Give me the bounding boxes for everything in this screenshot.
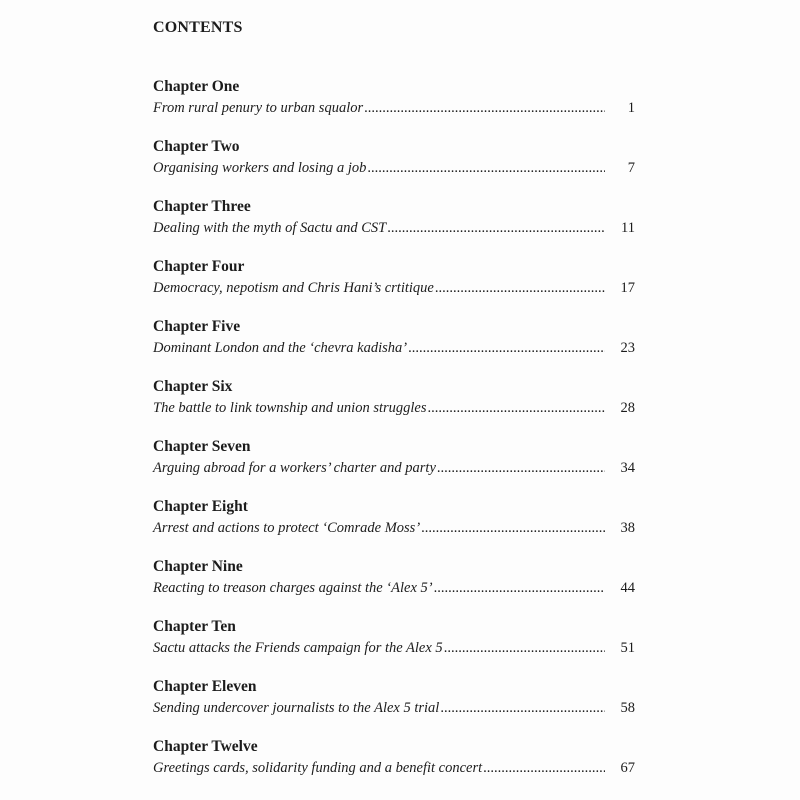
toc-entry[interactable]: [153, 677, 638, 737]
dot-leader: [483, 758, 605, 778]
toc-line: [153, 698, 635, 718]
dot-leader: [444, 638, 605, 658]
toc-line: [153, 518, 635, 538]
chapter-label: Chapter Two: [153, 138, 240, 155]
dot-leader: [364, 98, 605, 118]
page-number: 11: [621, 220, 635, 236]
toc-line: [153, 578, 635, 598]
page-number: 23: [620, 340, 635, 356]
dot-leader: [437, 458, 605, 478]
dot-leader: [428, 398, 606, 418]
chapter-title: Sactu attacks the Friends campaign for the Alex 5: [153, 640, 443, 656]
chapter-label: Chapter Seven: [153, 438, 251, 455]
toc-line: [153, 218, 635, 238]
chapter-label: Chapter Ten: [153, 618, 236, 635]
chapter-title: Sending undercover journalists to the Alex 5 trial: [153, 700, 440, 716]
dot-leader: [387, 218, 605, 238]
chapter-title: Dealing with the myth of Sactu and CST: [153, 220, 387, 236]
chapter-label: Chapter Four: [153, 258, 245, 275]
chapter-label: Chapter Twelve: [153, 738, 258, 755]
toc-line: [153, 758, 635, 778]
toc-line: [153, 98, 635, 118]
chapter-label: Chapter Eight: [153, 498, 248, 515]
chapter-title: Reacting to treason charges against the ‘Alex 5’: [153, 580, 433, 596]
chapter-title: From rural penury to urban squalor: [153, 100, 364, 116]
toc-entry[interactable]: [153, 377, 638, 437]
page-number: 44: [620, 580, 635, 596]
page-title: CONTENTS: [153, 19, 243, 36]
toc-line: [153, 398, 635, 418]
chapter-label: Chapter Six: [153, 378, 233, 395]
dot-leader: [434, 578, 605, 598]
chapter-title: The battle to link township and union struggles: [153, 400, 427, 416]
chapter-title: Organising workers and losing a job: [153, 160, 367, 176]
chapter-title: Democracy, nepotism and Chris Hani’s crtitique: [153, 280, 434, 296]
chapter-label: Chapter Nine: [153, 558, 243, 575]
page-number: 1: [627, 100, 635, 116]
page-number: 58: [620, 700, 635, 716]
toc-line: [153, 458, 635, 478]
table-of-contents: [153, 77, 638, 797]
toc-entry[interactable]: [153, 737, 638, 797]
chapter-label: Chapter Five: [153, 318, 241, 335]
page-number: 17: [620, 280, 635, 296]
page-number: 7: [627, 160, 635, 176]
dot-leader: [440, 698, 605, 718]
chapter-label: Chapter Three: [153, 198, 251, 215]
toc-entry[interactable]: [153, 437, 638, 497]
page-number: 38: [620, 520, 635, 536]
toc-entry[interactable]: [153, 557, 638, 617]
toc-entry[interactable]: [153, 317, 638, 377]
toc-entry[interactable]: [153, 257, 638, 317]
page-number: 28: [620, 400, 635, 416]
toc-entry[interactable]: [153, 197, 638, 257]
toc-line: [153, 638, 635, 658]
chapter-title: Dominant London and the ‘chevra kadisha’: [153, 340, 408, 356]
page-number: 51: [620, 640, 635, 656]
dot-leader: [435, 278, 605, 298]
chapter-title: Greetings cards, solidarity funding and a benefit concert: [153, 760, 483, 776]
chapter-label: Chapter Eleven: [153, 678, 257, 695]
page-number: 67: [620, 760, 635, 776]
chapter-title: Arrest and actions to protect ‘Comrade Moss’: [153, 520, 421, 536]
dot-leader: [421, 518, 605, 538]
dot-leader: [408, 338, 605, 358]
toc-line: [153, 158, 635, 178]
toc-entry[interactable]: [153, 497, 638, 557]
dot-leader: [367, 158, 605, 178]
chapter-title: Arguing abroad for a workers’ charter and party: [153, 460, 436, 476]
toc-entry[interactable]: [153, 137, 638, 197]
toc-entry[interactable]: [153, 77, 638, 137]
toc-line: [153, 338, 635, 358]
toc-line: [153, 278, 635, 298]
page-number: 34: [620, 460, 635, 476]
chapter-label: Chapter One: [153, 78, 240, 95]
toc-entry[interactable]: [153, 617, 638, 677]
